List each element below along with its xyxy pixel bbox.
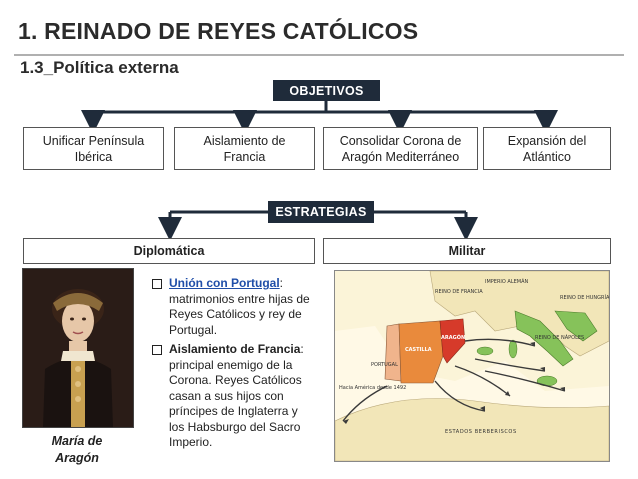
- objetivos-label: OBJETIVOS: [273, 80, 380, 101]
- map-label-francia: REINO DE FRANCIA: [435, 289, 483, 295]
- diplomatic-bullets: [152, 276, 312, 455]
- objetivo-box-unificar: Unificar Península Ibérica: [23, 127, 164, 170]
- militar-box: Militar: [323, 238, 611, 264]
- bullet-square-icon: [152, 279, 162, 289]
- map-label-castilla: CASTILLA: [405, 347, 432, 353]
- map-label-portugal: PORTUGAL: [371, 362, 398, 368]
- military-map: [334, 270, 610, 462]
- title-bar: [14, 8, 624, 56]
- objetivo-box-expansion: Expansión del Atlántico: [483, 127, 611, 170]
- map-label-berberiscos: ESTADOS BERBERISCOS: [445, 429, 517, 435]
- map-image: [335, 271, 609, 461]
- bullet-union-portugal: Unión con Portugal: matrimonios entre hijas de Reyes Católicos y rey de Portugal.: [152, 276, 312, 338]
- portrait-maria-de-aragon: [22, 268, 134, 428]
- map-label-imperio: IMPERIO ALEMÁN: [485, 279, 529, 285]
- map-label-napoles: REINO DE NÁPOLES: [535, 335, 585, 341]
- estrategias-label: ESTRATEGIAS: [268, 201, 374, 223]
- union-portugal-link[interactable]: Unión con Portugal: [169, 276, 280, 290]
- bullet-square-icon: [152, 345, 162, 355]
- objetivo-box-aislamiento: Aislamiento de Francia: [174, 127, 315, 170]
- bullet-aislamiento-francia: Aislamiento de Francia: principal enemigo de la Corona. Reyes Católicos casan a sus hijos con príncipes de Inglaterra y los Habsburgo del Sacro Imperio.: [152, 342, 312, 451]
- map-label-hungria: REINO DE HUNGRÍA: [560, 295, 609, 301]
- page-title: 1. REINADO DE REYES CATÓLICOS: [18, 17, 419, 44]
- portrait-image: [23, 269, 133, 427]
- objetivo-box-consolidar: Consolidar Corona de Aragón Mediterráneo: [323, 127, 478, 170]
- portrait-caption: María de Aragón: [51, 434, 103, 465]
- map-label-aragon: ARAGÓN: [441, 335, 466, 341]
- diplomatica-box: Diplomática: [23, 238, 315, 264]
- section-subtitle: 1.3_Política externa: [20, 58, 179, 77]
- map-label-america: Hacia América desde 1492: [339, 385, 407, 391]
